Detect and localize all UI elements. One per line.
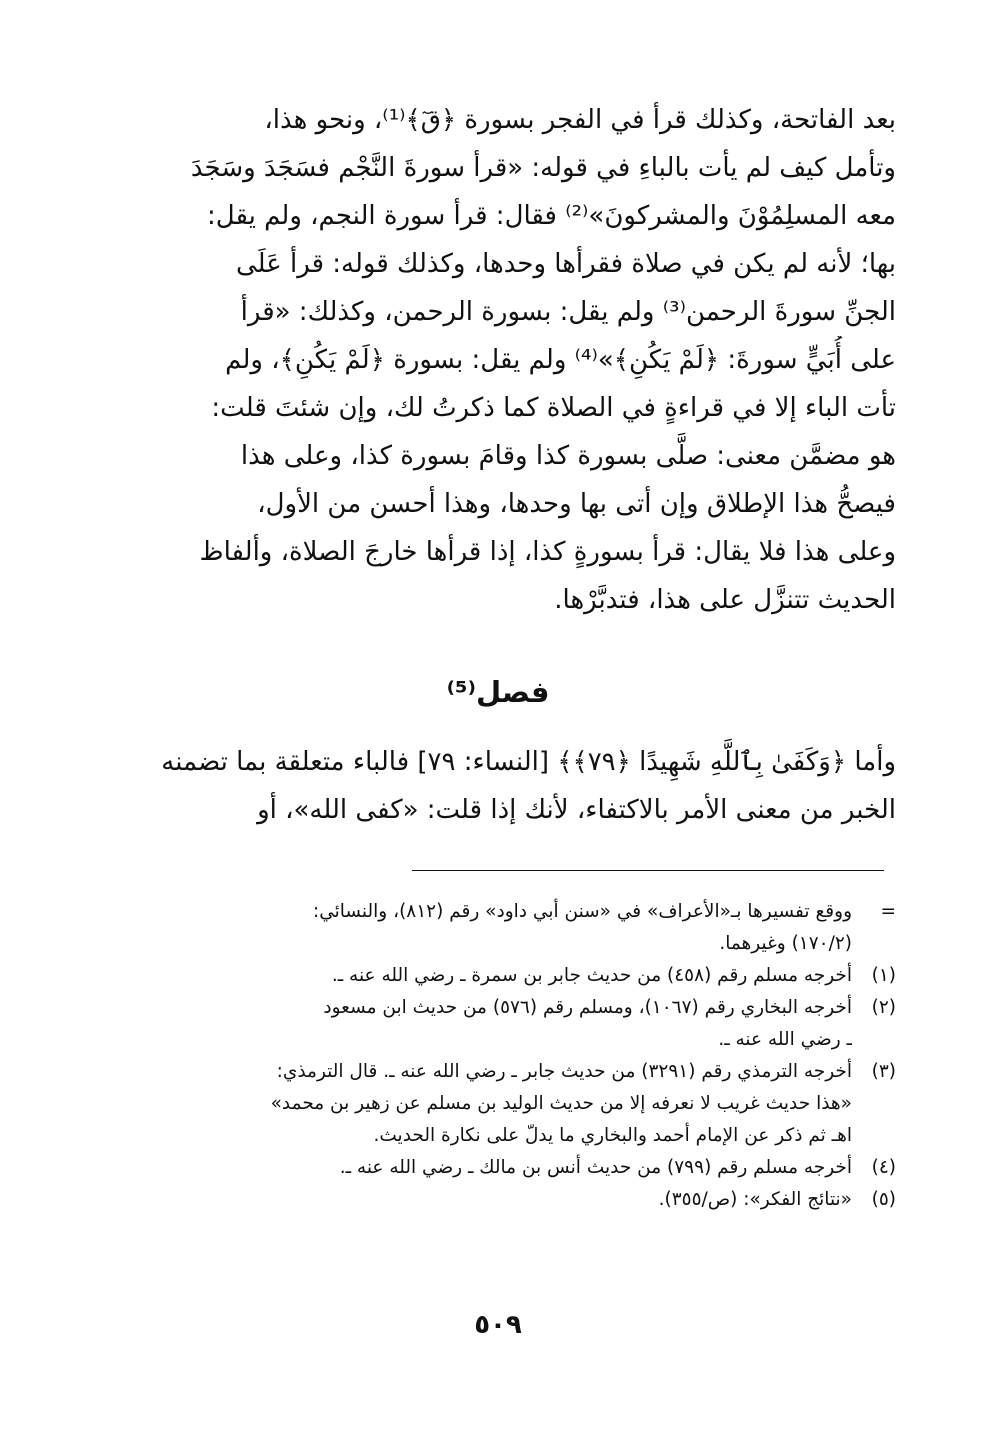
footnotes — [112, 896, 896, 1216]
text-line: هو مضمَّن معنى: صلَّى بسورة كذا وقامَ بسورة كذا، وعلى هذا — [240, 441, 896, 471]
footnote-separator — [412, 870, 884, 871]
text-line: وتأمل كيف لم يأت بالباءِ في قوله: «قرأ سورةَ النَّجْم فسَجَدَ وسَجَدَ — [190, 153, 896, 183]
footnote-line: أخرجه مسلم رقم (٤٥٨) من حديث جابر بن سمرة ـ رضي الله عنه ـ. — [331, 965, 852, 986]
footnote-number: (٤) — [871, 1157, 896, 1178]
footnote-text — [112, 960, 852, 992]
text-line: على أُبَيٍّ سورةَ: ﴿لَمْ يَكُنِ﴾»⁽⁴⁾ ولم يقل: بسورة ﴿لَمْ يَكُنِ﴾، ولم — [225, 345, 896, 375]
text-line: بعد الفاتحة، وكذلك قرأ في الفجر بسورة ﴿قٓ﴾⁽¹⁾، ونحو هذا، — [264, 105, 896, 135]
footnote-1 — [112, 960, 896, 992]
footnote-marker: = — [880, 901, 896, 922]
text-line: الحديث تتنزَّل على هذا، فتدبَّرْها. — [554, 585, 896, 615]
text-line: فيصحُّ هذا الإطلاق وإن أتى بها وحدها، وهذا أحسن من الأول، — [257, 489, 896, 519]
text-line: تأت الباء إلا في قراءةٍ في الصلاة كما ذكرتُ لك، وإن شئتَ قلت: — [211, 393, 896, 423]
section-paragraph — [112, 738, 896, 834]
main-paragraph — [112, 96, 896, 624]
footnote-line: (١٧٠/٢) وغيرهما. — [719, 933, 852, 954]
footnote-number: (١) — [871, 965, 896, 986]
footnote-text — [112, 992, 852, 1056]
footnote-line: اهـ ثم ذكر عن الإمام أحمد والبخاري ما يدلّ على نكارة الحديث. — [373, 1125, 852, 1146]
footnote-text — [112, 896, 852, 960]
text-line: معه المسلِمُوْنَ والمشركونَ»⁽²⁾ فقال: قرأ سورة النجم، ولم يقل: — [207, 201, 896, 231]
footnote-4 — [112, 1152, 896, 1184]
footnote-number: (٢) — [871, 997, 896, 1018]
text-line: وعلى هذا فلا يقال: قرأ بسورةٍ كذا، إذا قرأها خارجَ الصلاة، وألفاظ — [199, 537, 896, 567]
footnote-line: «هذا حديث غريب لا نعرفه إلا من حديث الوليد بن مسلم عن زهير بن محمد» — [270, 1093, 852, 1114]
footnote-number: (٥) — [871, 1189, 896, 1210]
footnote-line: ـ رضي الله عنه ـ. — [718, 1029, 852, 1050]
footnote-text — [112, 1056, 852, 1152]
footnote-line: «نتائج الفكر»: (ص/٣٥٥). — [658, 1189, 852, 1210]
footnote-line: أخرجه الترمذي رقم (٣٢٩١) من حديث جابر ـ رضي الله عنه ـ. قال الترمذي: — [276, 1061, 852, 1082]
footnote-line: أخرجه مسلم رقم (٧٩٩) من حديث أنس بن مالك ـ رضي الله عنه ـ. — [339, 1157, 852, 1178]
text-line: الجنِّ سورةَ الرحمن⁽³⁾ ولم يقل: بسورة الرحمن، وكذلك: «قرأ — [240, 297, 896, 327]
section-heading: فصل⁽⁵⁾ — [446, 675, 550, 709]
text-line: وأما ﴿وَكَفَىٰ بِٱللَّهِ شَهِيدًا ﴿٧٩﴾﴾ [النساء: ٧٩] فالباء متعلقة بما تضمنه — [161, 747, 896, 777]
footnote-number: (٣) — [871, 1061, 896, 1082]
footnote-5 — [112, 1184, 896, 1216]
footnote-text — [112, 1184, 852, 1216]
footnote-text — [112, 1152, 852, 1184]
page-number: ٥٠٩ — [474, 1310, 522, 1340]
text-line: بها؛ لأنه لم يكن في صلاة فقرأها وحدها، وكذلك قوله: قرأ عَلَى — [235, 249, 896, 279]
footnote-3 — [112, 1056, 896, 1152]
footnote-continuation — [112, 896, 896, 960]
footnote-line: أخرجه البخاري رقم (١٠٦٧)، ومسلم رقم (٥٧٦) من حديث ابن مسعود — [323, 997, 852, 1018]
footnote-2 — [112, 992, 896, 1056]
text-line: الخبر من معنى الأمر بالاكتفاء، لأنك إذا قلت: «كفى الله»، أو — [257, 795, 896, 825]
footnote-line: ووقع تفسيرها بـ«الأعراف» في «سنن أبي داود» رقم (٨١٢)، والنسائي: — [312, 901, 852, 922]
